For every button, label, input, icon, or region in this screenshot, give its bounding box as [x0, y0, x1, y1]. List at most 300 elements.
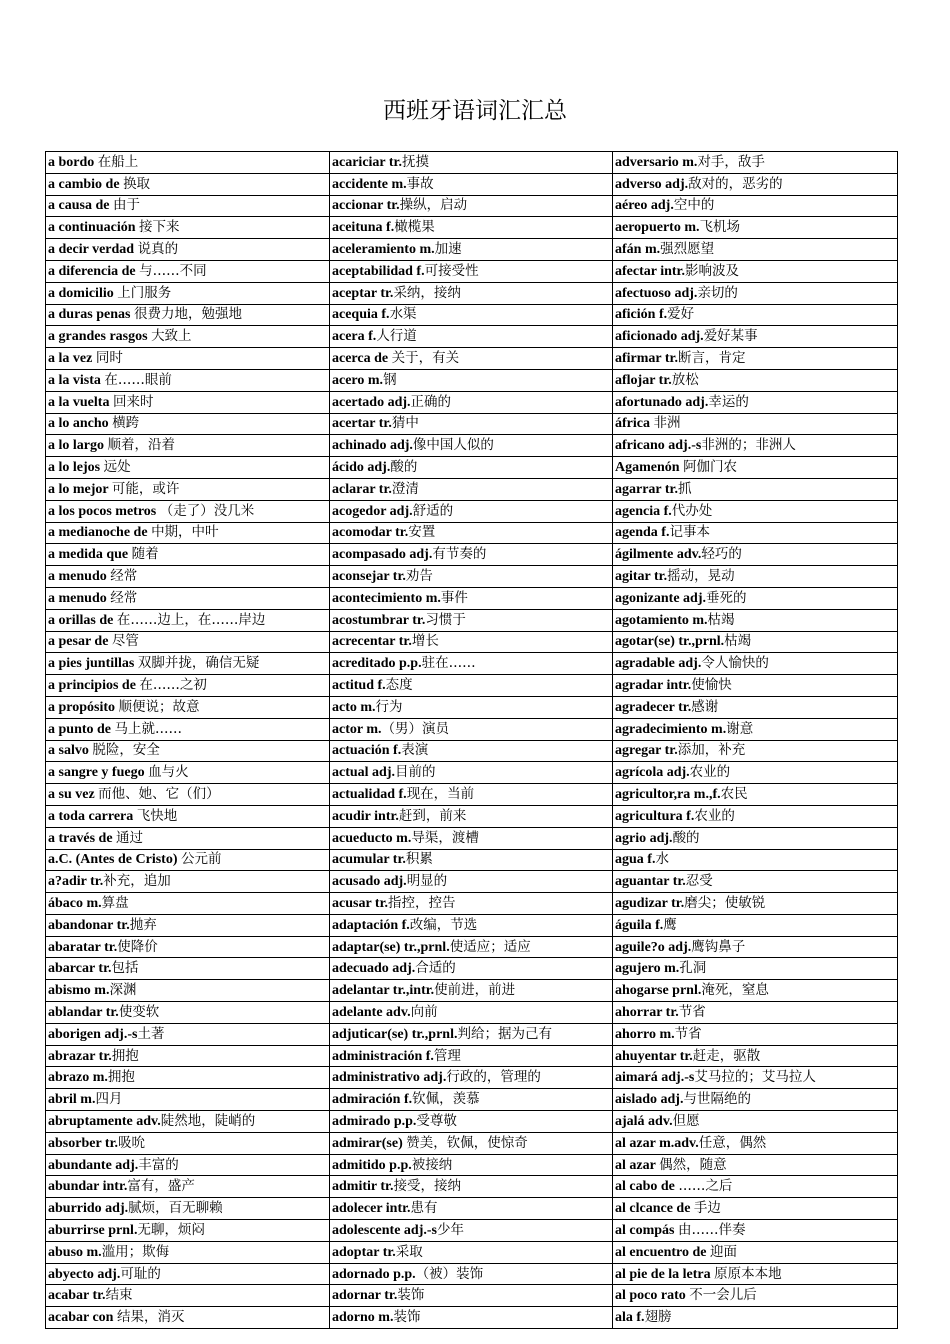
vocab-term: africano adj.-s [615, 438, 702, 454]
vocab-cell [46, 762, 330, 784]
vocab-term: a pies juntillas [48, 656, 138, 672]
vocab-term: agonizante adj. [615, 590, 706, 606]
vocab-definition: 安置 [408, 524, 436, 541]
vocab-cell [613, 1045, 898, 1067]
table-row [46, 195, 898, 217]
vocab-term: afirmar tr. [615, 351, 678, 367]
vocab-term: agujero m. [615, 961, 680, 977]
vocab-cell [613, 544, 898, 566]
vocab-term: accionar tr. [332, 198, 400, 214]
vocab-definition: 导渠，渡槽 [411, 829, 479, 846]
vocab-cell [613, 1132, 898, 1154]
vocab-term: accidente m. [332, 176, 407, 192]
vocab-cell [330, 457, 613, 479]
vocab-cell [613, 958, 898, 980]
vocab-term: a decir verdad [48, 242, 138, 258]
vocab-term: afición f. [615, 307, 668, 323]
vocab-cell [46, 544, 330, 566]
vocab-cell [330, 740, 613, 762]
vocab-definition: 与……不同 [139, 262, 207, 279]
vocab-term: aéreo adj. [615, 198, 674, 214]
vocab-definition: 表演 [401, 742, 429, 759]
vocab-cell [613, 391, 898, 413]
vocab-definition: 滥用；欺侮 [101, 1243, 170, 1260]
vocab-definition: 农业的 [689, 764, 731, 781]
vocab-term: a duras penas [48, 307, 134, 323]
table-row [46, 762, 898, 784]
vocab-cell [46, 217, 330, 239]
vocab-term: acertado adj. [332, 394, 411, 410]
vocab-term: acusado adj. [332, 874, 407, 890]
vocab-definition: 公元前 [180, 851, 222, 868]
vocab-definition: 澄清 [391, 480, 419, 497]
vocab-definition: 亲切的 [697, 284, 738, 301]
vocab-cell [330, 282, 613, 304]
vocab-definition: 非洲的；非洲人 [701, 437, 796, 454]
table-row [46, 718, 898, 740]
vocab-cell [330, 914, 613, 936]
vocab-term: acrecentar tr. [332, 634, 412, 650]
vocab-definition: 使降价 [117, 938, 158, 955]
vocab-cell [46, 849, 330, 871]
vocab-term: actuación f. [332, 743, 402, 759]
vocab-definition: 使变软 [118, 1003, 160, 1020]
vocab-term: aimará adj.-s [615, 1070, 695, 1086]
vocab-term: aceleramiento m. [332, 242, 435, 258]
table-row [46, 1263, 898, 1285]
table-row [46, 544, 898, 566]
vocab-definition: 抚摸 [401, 153, 429, 170]
table-row [46, 1132, 898, 1154]
vocab-definition: 随着 [131, 546, 159, 563]
table-row [46, 152, 898, 174]
vocab-cell [46, 282, 330, 304]
vocab-definition: 敌对的，恶劣的 [688, 175, 783, 192]
vocab-definition: 习惯于 [425, 611, 466, 628]
vocab-cell [613, 566, 898, 588]
page-title: 西班牙语词汇汇总 [383, 98, 567, 124]
vocab-term: agricultor,ra m.,f. [615, 787, 721, 802]
vocab-term: a domicilio [48, 285, 118, 301]
vocab-definition: 橄榄果 [394, 219, 435, 236]
vocab-definition: 行政的，管理的 [446, 1069, 541, 1086]
vocab-term: adaptar(se) tr.,prnl. [332, 939, 450, 955]
vocab-cell [330, 544, 613, 566]
vocab-definition: 迎面 [710, 1243, 738, 1260]
vocab-cell [46, 871, 330, 893]
vocab-term: a cambio de [48, 176, 124, 192]
vocab-definition: 采纳，接纳 [393, 284, 461, 301]
vocab-cell [330, 762, 613, 784]
table-row [46, 1023, 898, 1045]
vocab-cell [613, 478, 898, 500]
vocab-term: acreditado p.p. [332, 656, 422, 672]
vocab-cell [46, 740, 330, 762]
vocab-definition: 结束 [105, 1287, 133, 1304]
table-row [46, 391, 898, 413]
vocab-definition: 赶走，驱散 [692, 1047, 761, 1064]
vocab-definition: 通过 [116, 829, 144, 846]
vocab-definition: 经常 [110, 589, 138, 606]
vocab-cell [613, 217, 898, 239]
vocab-cell [46, 675, 330, 697]
vocab-term: adjuticar(se) tr.,prnl. [332, 1026, 458, 1042]
vocab-definition: 管理 [433, 1047, 461, 1064]
table-row [46, 1154, 898, 1176]
vocab-cell [46, 348, 330, 370]
vocab-definition: 代办处 [671, 502, 713, 519]
vocab-definition: 在……边上，在……岸边 [116, 611, 266, 628]
vocab-definition: 酸的 [672, 829, 700, 846]
vocab-term: agricultura f. [615, 808, 695, 824]
vocab-term: adecuado adj. [332, 961, 416, 977]
vocab-term: acabar tr. [48, 1288, 106, 1304]
vocab-term: a la vista [48, 372, 105, 388]
vocab-cell [613, 282, 898, 304]
vocab-definition: 驻在…… [421, 655, 476, 672]
table-row [46, 980, 898, 1002]
table-row [46, 587, 898, 609]
vocab-cell [330, 152, 613, 174]
vocab-definition: 被接纳 [411, 1156, 453, 1173]
vocab-term: agotamiento m. [615, 612, 708, 628]
vocab-term: administrativo adj. [332, 1070, 447, 1086]
vocab-term: áfrica [615, 416, 654, 432]
vocab-cell [613, 1241, 898, 1263]
vocab-definition: 积累 [405, 851, 433, 868]
vocab-term: absorber tr. [48, 1135, 118, 1151]
vocab-cell [330, 1002, 613, 1024]
vocab-cell [46, 1285, 330, 1307]
vocab-cell [330, 1111, 613, 1133]
vocab-cell [613, 914, 898, 936]
vocab-term: abaratar tr. [48, 939, 118, 955]
vocab-term: a menudo [48, 569, 111, 585]
vocab-definition: 向前 [410, 1003, 438, 1020]
vocab-definition: 在船上 [97, 153, 139, 170]
vocab-definition: 在……之初 [139, 677, 207, 694]
vocab-definition: 说真的 [137, 241, 179, 258]
vocab-cell [330, 217, 613, 239]
table-row [46, 1067, 898, 1089]
table-row [46, 784, 898, 806]
vocab-definition: 结果，消灭 [116, 1309, 185, 1326]
vocab-cell [46, 1023, 330, 1045]
vocab-definition: 有节奏的 [432, 546, 487, 563]
vocab-definition: 明显的 [406, 873, 448, 890]
vocab-definition: 断言，肯定 [677, 350, 746, 367]
table-row [46, 239, 898, 261]
vocab-term: agua f. [615, 852, 656, 868]
vocab-definition: 顺便说；故意 [118, 698, 200, 715]
vocab-definition: 可耻的 [120, 1265, 161, 1282]
vocab-term: admirar(se) [332, 1135, 407, 1151]
vocab-term: a?adir tr. [48, 874, 104, 890]
vocab-definition: 脱险，安全 [92, 742, 160, 759]
vocab-definition: 操纵，启动 [399, 197, 468, 214]
vocab-term: al pie de la letra [615, 1266, 715, 1282]
vocab-cell [613, 871, 898, 893]
vocab-term: abarcar tr. [48, 961, 112, 977]
vocab-term: acariciar tr. [332, 154, 402, 170]
table-row [46, 827, 898, 849]
vocab-definition: 添加，补充 [677, 742, 746, 759]
vocab-term: agradecimiento m. [615, 721, 727, 737]
vocab-definition: 对手，敌手 [697, 153, 765, 170]
vocab-definition: 飞机场 [699, 219, 740, 236]
vocab-definition: 患有 [410, 1200, 438, 1217]
vocab-term: a lo largo [48, 438, 108, 454]
vocab-definition: 记事本 [669, 524, 710, 541]
vocab-cell [330, 1220, 613, 1242]
vocab-cell [46, 609, 330, 631]
vocab-definition: 任意，偶然 [698, 1134, 767, 1151]
vocab-term: adverso adj. [615, 176, 689, 192]
vocab-term: al compás [615, 1222, 678, 1238]
vocab-definition: 丰富的 [138, 1156, 179, 1173]
vocab-term: abundante adj. [48, 1157, 139, 1173]
vocab-cell [613, 1067, 898, 1089]
vocab-term: aficionado adj. [615, 329, 704, 345]
vocab-definition: 换取 [123, 175, 151, 192]
vocab-cell [613, 696, 898, 718]
vocab-term: aburrido adj. [48, 1201, 129, 1217]
vocab-definition: 行为 [375, 698, 403, 715]
table-row [46, 805, 898, 827]
table-row [46, 478, 898, 500]
vocab-definition: 包括 [111, 960, 139, 977]
table-row [46, 1002, 898, 1024]
vocab-term: a principios de [48, 678, 140, 694]
vocab-cell [330, 500, 613, 522]
vocab-term: abruptamente adv. [48, 1113, 161, 1129]
vocab-cell [613, 609, 898, 631]
vocab-term: a salvo [48, 743, 93, 759]
vocab-term: al azar [615, 1157, 660, 1173]
vocab-definition: 钢 [383, 371, 397, 388]
vocab-cell [613, 348, 898, 370]
vocab-definition: 经常 [110, 568, 138, 585]
vocab-cell [330, 391, 613, 413]
vocab-definition: 枯竭 [707, 611, 735, 628]
vocab-cell [330, 1241, 613, 1263]
vocab-term: agradable adj. [615, 656, 702, 672]
vocab-cell [46, 522, 330, 544]
vocab-cell [613, 457, 898, 479]
vocab-term: acomodar tr. [332, 525, 409, 541]
vocab-term: ablandar tr. [48, 1004, 119, 1020]
vocab-cell [330, 369, 613, 391]
vocab-term: agencia f. [615, 503, 672, 519]
vocab-term: afán m. [615, 242, 661, 258]
vocab-cell [46, 936, 330, 958]
vocab-cell [613, 718, 898, 740]
vocab-cell [46, 478, 330, 500]
vocab-cell [613, 784, 898, 806]
table-row [46, 871, 898, 893]
vocab-definition: 淹死，窒息 [701, 982, 769, 999]
vocab-definition: 鹰 [663, 916, 677, 933]
vocab-cell [46, 1067, 330, 1089]
vocab-term: a menudo [48, 590, 111, 606]
vocab-cell [330, 587, 613, 609]
vocab-cell [613, 675, 898, 697]
vocab-cell [330, 195, 613, 217]
vocab-term: adornado p.p. [332, 1266, 416, 1282]
vocab-definition: 艾马拉的；艾马拉人 [694, 1069, 816, 1086]
vocab-term: abrazo m. [48, 1070, 108, 1086]
vocab-definition: 马上就…… [114, 720, 183, 737]
vocab-cell [613, 653, 898, 675]
table-row [46, 260, 898, 282]
vocab-definition: 节省 [678, 1003, 706, 1020]
vocab-cell [613, 195, 898, 217]
vocab-definition: 劝告 [405, 568, 433, 585]
vocab-term: al encuentro de [615, 1244, 711, 1260]
vocab-definition: 空中的 [673, 197, 715, 214]
vocab-definition: 钦佩，羡慕 [412, 1091, 480, 1108]
table-row [46, 653, 898, 675]
vocab-term: aceptabilidad f. [332, 263, 425, 279]
vocab-definition: 赞美，钦佩，使惊奇 [406, 1134, 528, 1151]
vocab-definition: 不一会儿后 [689, 1287, 757, 1304]
table-row [46, 936, 898, 958]
vocab-cell [613, 1263, 898, 1285]
vocab-term: agudizar tr. [615, 895, 685, 911]
vocab-cell [46, 827, 330, 849]
vocab-term: aclarar tr. [332, 481, 392, 497]
vocab-cell [330, 1067, 613, 1089]
table-row [46, 1176, 898, 1198]
vocab-cell [613, 1023, 898, 1045]
vocab-cell [613, 1154, 898, 1176]
vocab-definition: ……之后 [678, 1178, 733, 1195]
vocab-definition: 目前的 [395, 764, 436, 781]
vocab-cell [613, 740, 898, 762]
vocab-cell [46, 718, 330, 740]
vocab-term: ácido adj. [332, 460, 391, 476]
vocab-term: ala f. [615, 1310, 645, 1326]
vocab-cell [46, 1220, 330, 1242]
vocab-term: a medida que [48, 547, 132, 563]
vocab-cell [613, 936, 898, 958]
vocab-term: a través de [48, 830, 117, 846]
vocab-definition: 非洲 [653, 415, 681, 432]
vocab-cell [46, 1241, 330, 1263]
vocab-cell [613, 413, 898, 435]
vocab-term: ahuyentar tr. [615, 1048, 693, 1064]
vocab-cell [613, 173, 898, 195]
vocab-term: agotar(se) tr.,prnl. [615, 634, 725, 650]
vocab-definition: 很费力地，勉强地 [133, 306, 242, 323]
table-row [46, 1111, 898, 1133]
vocab-definition: 磨尖；使敏锐 [684, 894, 766, 911]
vocab-term: aeropuerto m. [615, 220, 700, 236]
vocab-cell [330, 784, 613, 806]
vocab-definition: 受尊敬 [416, 1112, 457, 1129]
vocab-term: actual adj. [332, 765, 395, 781]
vocab-term: adversario m. [615, 154, 698, 170]
vocab-cell [613, 369, 898, 391]
vocab-definition: 采取 [395, 1243, 423, 1260]
vocab-cell [46, 195, 330, 217]
table-row [46, 1307, 898, 1329]
vocab-definition: 由于 [112, 197, 140, 214]
vocab-definition: 正确的 [410, 393, 452, 410]
vocab-definition: 而他、她、它（们） [98, 786, 220, 802]
vocab-cell [46, 893, 330, 915]
vocab-definition: 孔洞 [679, 960, 707, 977]
vocab-cell [46, 1089, 330, 1111]
vocab-definition: 横跨 [112, 415, 140, 432]
vocab-cell [46, 980, 330, 1002]
vocab-term: a medianoche de [48, 525, 152, 541]
vocab-cell [330, 675, 613, 697]
table-row [46, 173, 898, 195]
vocab-definition: 影响波及 [684, 262, 739, 279]
vocab-cell [613, 260, 898, 282]
vocab-cell [46, 914, 330, 936]
vocab-term: ajalá adv. [615, 1113, 673, 1129]
vocab-definition: 拥抱 [111, 1047, 139, 1064]
vocab-term: a propósito [48, 699, 119, 715]
vocab-cell [46, 391, 330, 413]
vocab-definition: 远处 [103, 459, 131, 476]
vocab-definition: 像中国人似的 [412, 437, 494, 454]
vocab-term: admirado p.p. [332, 1113, 417, 1129]
table-row [46, 914, 898, 936]
vocab-term: agradecer tr. [615, 699, 692, 715]
vocab-term: abundar intr. [48, 1179, 128, 1195]
vocab-definition: 使适应；适应 [449, 938, 531, 955]
vocab-cell [330, 566, 613, 588]
vocab-cell [46, 457, 330, 479]
vocab-cell [46, 653, 330, 675]
table-row [46, 457, 898, 479]
vocab-definition: 上门服务 [117, 284, 172, 301]
vocab-term: a diferencia de [48, 263, 140, 279]
vocab-term: al poco rato [615, 1288, 690, 1304]
vocab-cell [46, 805, 330, 827]
vocab-term: a punto de [48, 721, 115, 737]
vocab-term: a orillas de [48, 612, 117, 628]
vocab-term: actitud f. [332, 678, 386, 694]
vocab-definition: 抛弃 [129, 916, 157, 933]
vocab-definition: 鹰钩鼻子 [691, 938, 746, 955]
vocab-definition: 可接受性 [424, 262, 479, 279]
vocab-term: a pesar de [48, 634, 112, 650]
vocab-cell [330, 413, 613, 435]
vocab-cell [613, 522, 898, 544]
vocab-cell [613, 1285, 898, 1307]
vocab-cell [330, 631, 613, 653]
vocab-definition: 在……眼前 [104, 371, 172, 388]
vocab-definition: 富有，盛产 [127, 1178, 195, 1195]
table-row [46, 326, 898, 348]
vocab-cell [613, 1089, 898, 1111]
vocab-definition: 尽管 [111, 633, 139, 650]
vocab-term: adoptar tr. [332, 1244, 396, 1260]
vocab-cell [330, 1132, 613, 1154]
vocab-cell [613, 239, 898, 261]
vocab-cell [613, 893, 898, 915]
vocab-cell [46, 369, 330, 391]
vocab-cell [46, 1176, 330, 1198]
vocab-definition: 算盘 [101, 894, 129, 911]
vocab-cell [46, 500, 330, 522]
vocab-term: a toda carrera [48, 808, 137, 824]
vocab-term: acostumbrar tr. [332, 612, 426, 628]
